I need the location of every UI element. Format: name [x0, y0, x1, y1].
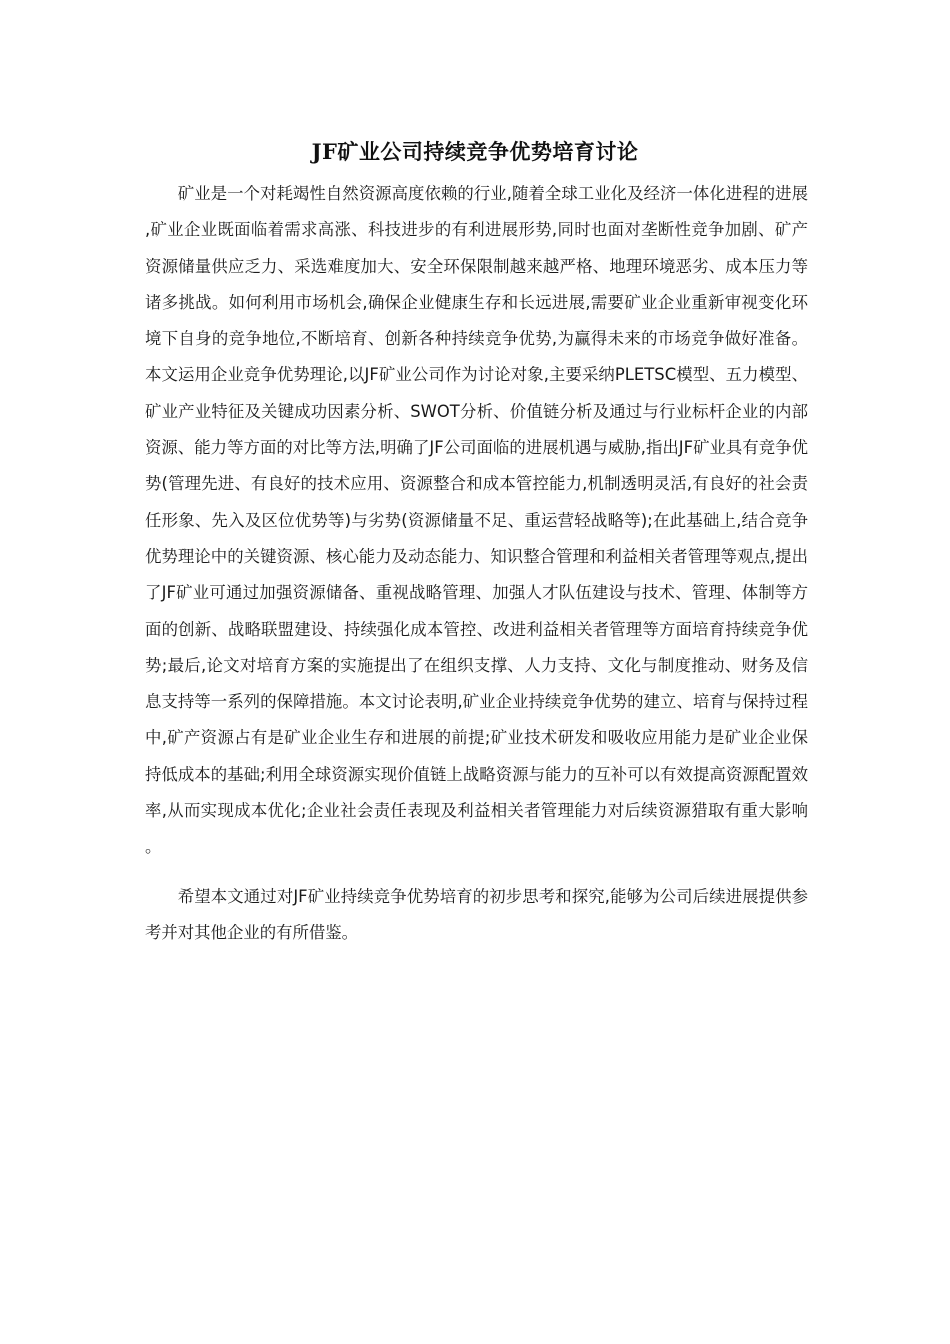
- paragraph-closing: 希望本文通过对JF矿业持续竞争优势培育的初步思考和探究,能够为公司后续进展提供参考并对其他企业的有所借鉴。: [145, 886, 808, 942]
- paragraph-abstract: 矿业是一个对耗竭性自然资源高度依赖的行业,随着全球工业化及经济一体化进程的进展,矿业企业既面临着需求高涨、科技进步的有利进展形势,同时也面对垄断性竞争加剧、矿产资源储量供应乏力、采选难度加大、安全环保限制越来越严格、地理环境恶劣、成本压力等诸多挑战。如何利用市场机会,确保企业健康生存和长远进展,需要矿业企业重新审视变化环境下自身的竞争地位,不断培育、创新各种持续竞争优势,为赢得未来的市场竞争做好准备。本文运用企业竞争优势理论,以JF矿业公司作为讨论对象,主要采纳PLETSC模型、五力模型、矿业产业特征及关键成功因素分析、SWOT分析、价值链分析及通过与行业标杆企业的内部资源、能力等方面的对比等方法,明确了JF公司面临的进展机遇与威胁,指出JF矿业具有竞争优势(管理先进、有良好的技术应用、资源整合和成本管控能力,机制透明灵活,有良好的社会责任形象、先入及区位优势等)与劣势(资源储量不足、重运营轻战略等);在此基础上,结合竞争优势理论中的关键资源、核心能力及动态能力、知识整合管理和利益相关者管理等观点,提出了JF矿业可通过加强资源储备、重视战略管理、加强人才队伍建设与技术、管理、体制等方面的创新、战略联盟建设、持续强化成本管控、改进利益相关者管理等方面培育持续竞争优势;最后,论文对培育方案的实施提出了在组织支撑、人力支持、文化与制度推动、财务及信息支持等一系列的保障措施。本文讨论表明,矿业企业持续竞争优势的建立、培育与保持过程中,矿产资源占有是矿业企业生存和进展的前提;矿业技术研发和吸收应用能力是矿业企业保持低成本的基础;利用全球资源实现价值链上战略资源与能力的互补可以有效提高资源配置效率,从而实现成本优化;企业社会责任表现及利益相关者管理能力对后续资源猎取有重大影响。: [145, 184, 808, 857]
- document-title: JF矿业公司持续竞争优势培育讨论: [311, 139, 639, 165]
- document-body: [145, 176, 808, 951]
